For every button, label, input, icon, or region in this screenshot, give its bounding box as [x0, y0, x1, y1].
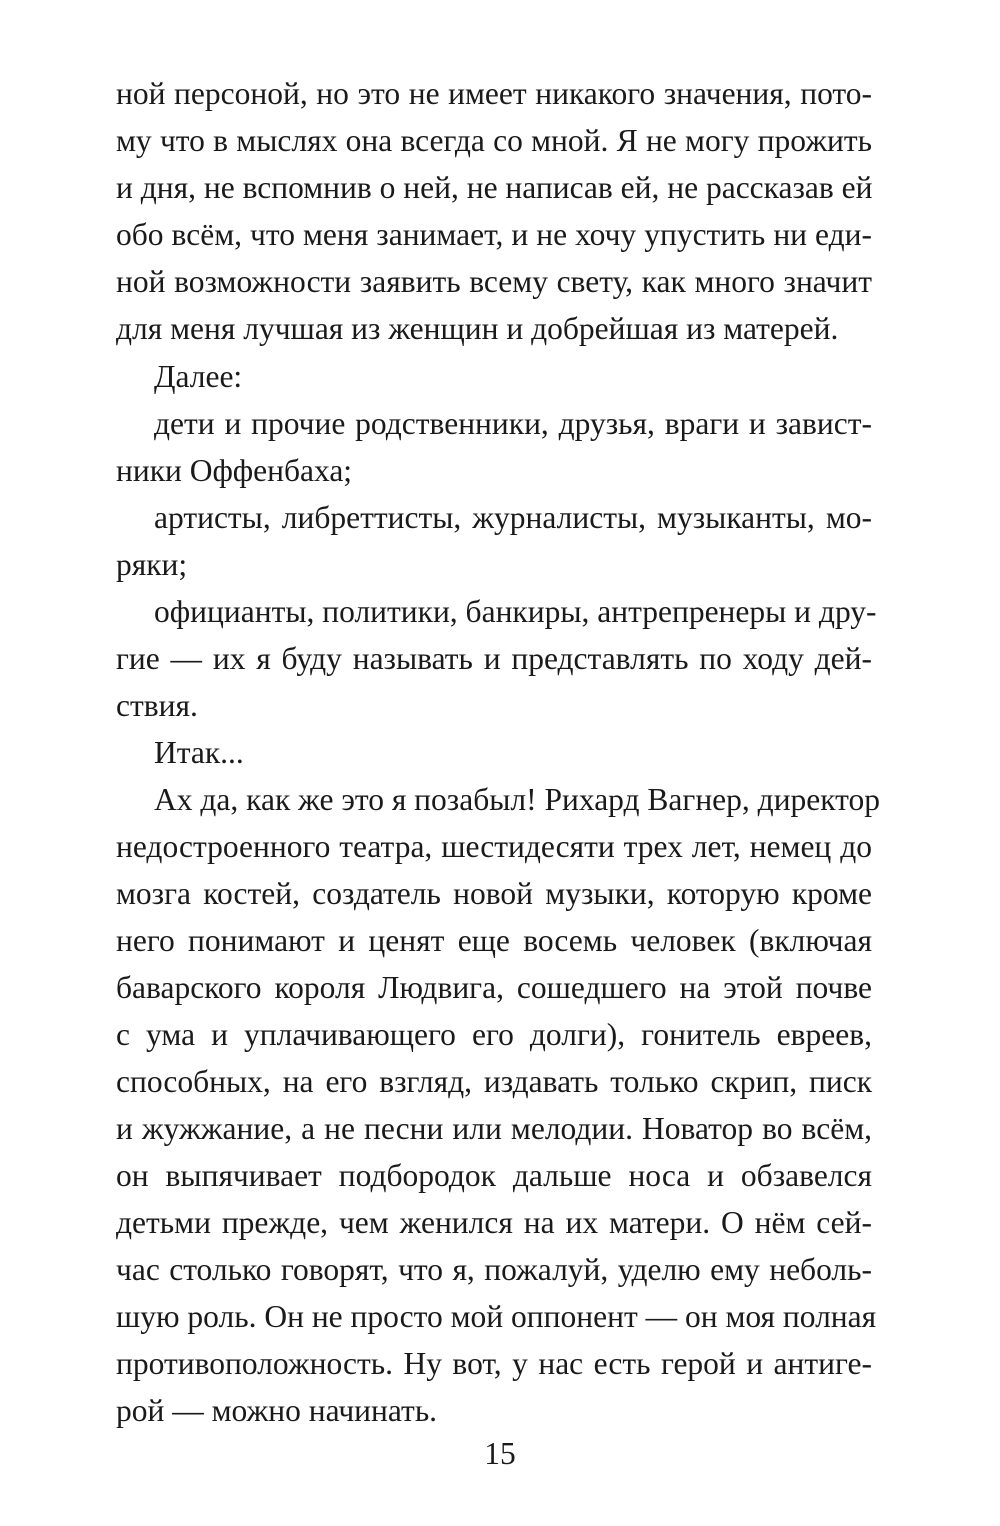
text-line: мозга костей, создатель новой музыки, которую кроме: [116, 876, 872, 911]
text-line: ствия.: [116, 688, 198, 723]
text-line: ной возможности заявить всему свету, как много значит: [116, 264, 872, 299]
text-line: противоположность. Ну вот, у нас есть герой и антиге-: [116, 1346, 872, 1381]
text-line: дети и прочие родственники, друзья, враги и завист-: [154, 406, 872, 441]
text-line: Далее:: [154, 359, 243, 394]
text-line: него понимают и ценят еще восемь человек (включая: [116, 923, 872, 958]
text-line: с ума и уплачивающего его долги), гонитель евреев,: [116, 1017, 872, 1052]
text-line: ной персоной, но это не имеет никакого значения, пото-: [116, 76, 872, 111]
text-line: гие — их я буду называть и представлять по ходу дей-: [116, 641, 872, 676]
text-line: детьми прежде, чем женился на их матери. О нём сей-: [116, 1205, 872, 1240]
text-line: для меня лучшая из женщин и добрейшая из матерей.: [116, 311, 839, 346]
text-line: му что в мыслях она всегда со мной. Я не могу прожить: [116, 123, 872, 158]
text-line: недостроенного театра, шестидесяти трех лет, немец до: [116, 829, 872, 864]
page-number: 15: [484, 1436, 516, 1471]
text-line: артисты, либреттисты, журналисты, музыканты, мо-: [154, 500, 872, 535]
text-line: он выпячивает подбородок дальше носа и обзавелся: [116, 1158, 872, 1193]
text-line: рой — можно начинать.: [116, 1393, 438, 1428]
text-line: шую роль. Он не просто мой оппонент — он моя полная: [116, 1299, 877, 1334]
text-line: официанты, политики, банкиры, антрепренеры и дру-: [154, 594, 877, 629]
text-line: ряки;: [116, 547, 188, 582]
text-line: баварского короля Людвига, сошедшего на этой почве: [116, 970, 872, 1005]
text-line: Ах да, как же это я позабыл! Рихард Вагнер, директор: [154, 782, 881, 817]
text-line: Итак...: [154, 735, 244, 770]
text-line: и жужжание, а не песни или мелодии. Новатор во всём,: [116, 1111, 872, 1146]
text-line: ники Оффенбаха;: [116, 453, 353, 488]
text-line: обо всём, что меня занимает, и не хочу упустить ни еди-: [116, 217, 872, 252]
text-line: час столько говорят, что я, пожалуй, уделю ему неболь-: [116, 1252, 872, 1287]
text-line: способных, на его взгляд, издавать только скрип, писк: [116, 1064, 872, 1099]
text-line: и дня, не вспомнив о ней, не написав ей, не рассказав ей: [116, 170, 873, 205]
